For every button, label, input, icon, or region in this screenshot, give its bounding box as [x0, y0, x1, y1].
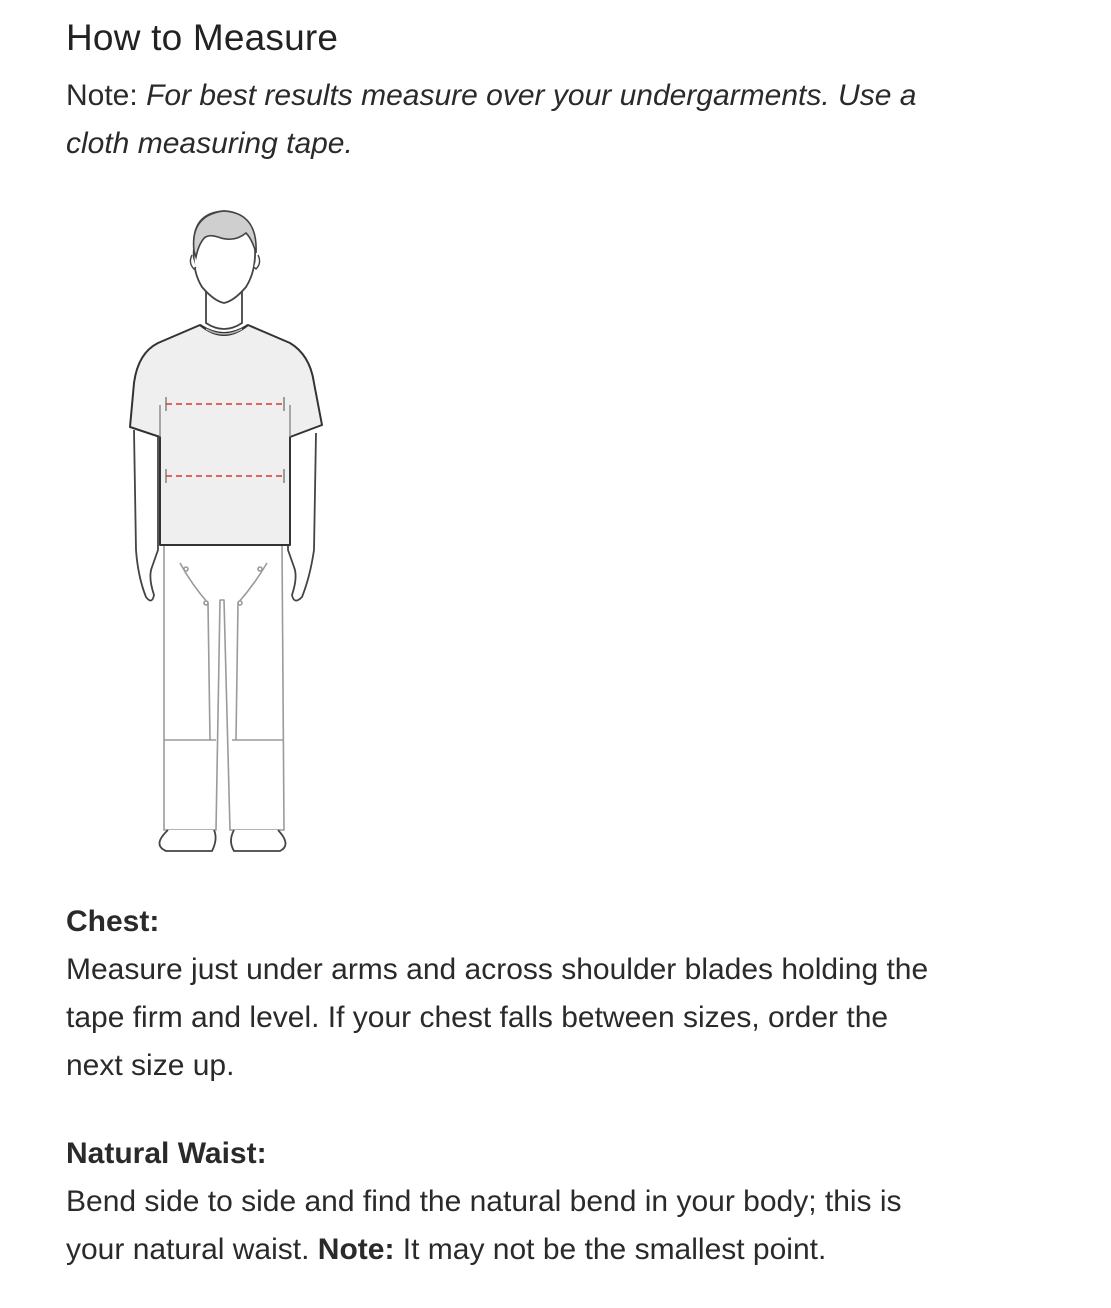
figure-svg — [122, 205, 392, 865]
natural-waist-heading: Natural Waist: — [66, 1137, 267, 1170]
note-text: For best results measure over your undergarments. Use a cloth measuring tape. — [66, 79, 917, 160]
natural-waist-instructions — [66, 1178, 936, 1274]
waist-body-before: Bend side to side and find the natural bend in your body; this is your natural waist. — [66, 1185, 902, 1266]
head — [190, 211, 259, 303]
waist-note-label: Note: — [317, 1233, 395, 1266]
natural-waist-section — [66, 1130, 936, 1274]
note-label: Note: — [66, 79, 138, 112]
feet — [159, 830, 285, 851]
pants — [164, 545, 284, 830]
chest-section — [66, 898, 936, 1090]
waist-body-after: It may not be the smallest point. — [394, 1233, 827, 1266]
measuring-figure-illustration — [122, 205, 392, 865]
page-title: How to Measure — [66, 17, 339, 58]
chest-heading: Chest: — [66, 905, 160, 938]
measure-note — [66, 72, 936, 168]
chest-instructions: Measure just under arms and across shoulder blades holding the tape firm and level. If your chest falls between sizes, order the next size up. — [66, 953, 929, 1082]
